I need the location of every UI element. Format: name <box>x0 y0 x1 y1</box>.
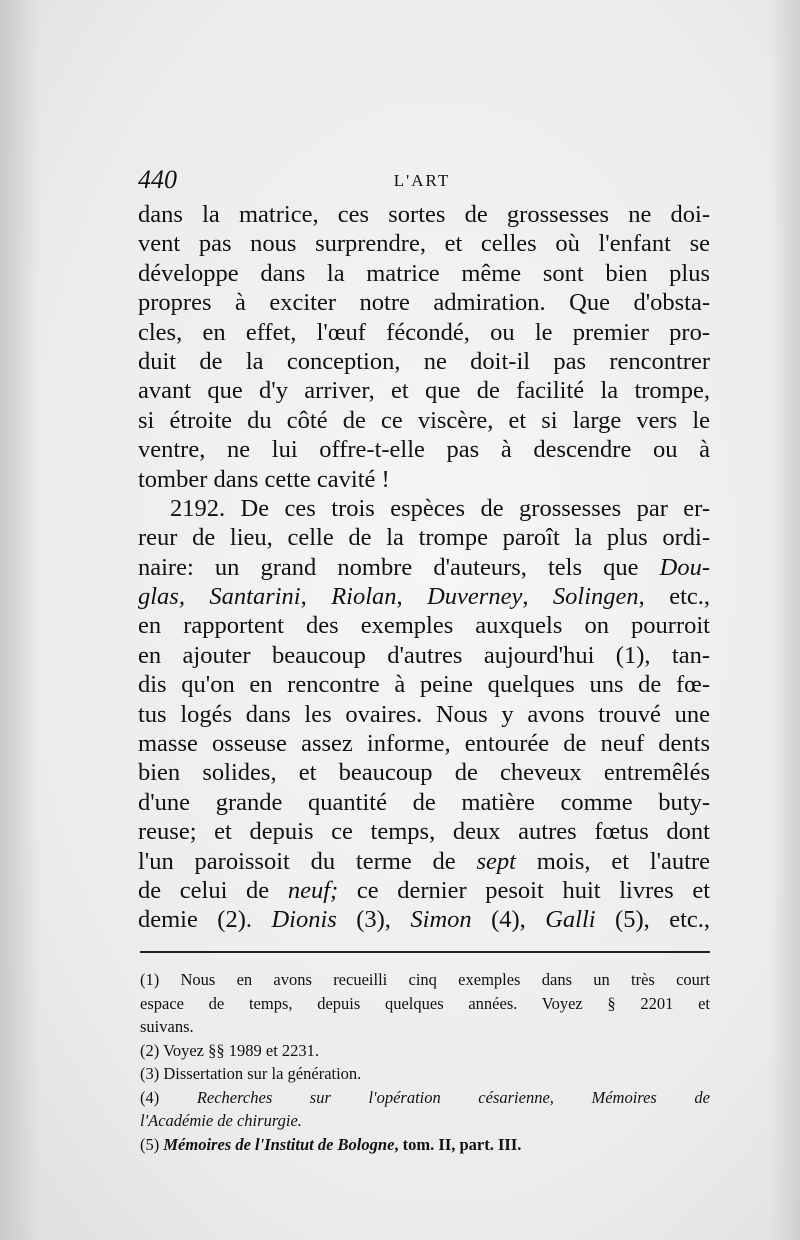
text-run: ce dernier pesoit huit livres et <box>338 876 710 904</box>
footnote-rule <box>140 951 710 953</box>
footnote-1-line-2: espace de temps, depuis quelques années. Voyez § 2201 et <box>140 993 710 1013</box>
text-line <box>138 847 710 876</box>
author-name: Simon <box>410 906 472 934</box>
paragraph-start-2192: 2192. De ces trois espèces de grossesses par er- <box>170 494 710 522</box>
text-run: (5), etc., <box>595 906 710 934</box>
text-line: tomber dans cette cavité ! <box>138 465 390 493</box>
text-run: , etc., <box>638 583 710 611</box>
text-line: avant que d'y arriver, et que de facilité la trompe, <box>138 377 710 405</box>
text-run: naire: un grand nombre d'auteurs, tels que <box>138 553 660 581</box>
page-header <box>138 165 706 195</box>
text-run: demie (2). <box>138 906 272 934</box>
footnote-citation: l'Académie de chirurgie. <box>140 1111 302 1130</box>
footnote-5 <box>140 1133 710 1157</box>
running-title: L'ART <box>393 171 451 190</box>
text-line: dans la matrice, ces sortes de grossesses ne doi- <box>138 201 710 228</box>
separator: , <box>396 583 428 611</box>
emphasis: sept <box>476 847 516 875</box>
text-line: cles, en effet, l'œuf fécondé, ou le premier pro- <box>138 318 710 346</box>
author-name: Duverney <box>427 583 523 611</box>
text-run: l'un paroissoit du terme de <box>138 847 477 875</box>
footnotes <box>140 968 710 1156</box>
text-line: en rapportent des exemples auxquels on pourroit <box>138 612 710 640</box>
footnote-citation: Mémoires de l'Institut de Bologne <box>163 1134 395 1154</box>
footnote-4-line-2 <box>140 1109 710 1133</box>
text-line <box>138 876 710 905</box>
emphasis: neuf; <box>287 876 339 904</box>
text-line: dis qu'on en rencontre à peine quelques uns de fœ- <box>138 671 710 699</box>
separator: , <box>300 583 332 611</box>
author-name: Santarini <box>209 583 301 611</box>
page-edge-shadow-right <box>770 0 800 1240</box>
separator: , <box>522 583 553 611</box>
footnote-4 <box>140 1086 710 1110</box>
footnote-tail: , tom. II, part. III. <box>394 1134 522 1154</box>
text-run: mois, et l'autre <box>515 847 710 875</box>
text-line: développe dans la matrice même sont bien plus <box>138 259 710 287</box>
footnote-marker: (4) <box>140 1087 197 1107</box>
text-run: de celui de <box>138 876 288 904</box>
footnote-1-line-3: suivans. <box>140 1017 194 1036</box>
footnote-3: (3) Dissertation sur la génération. <box>140 1064 362 1083</box>
footnote-marker: (5) <box>140 1134 164 1154</box>
text-line: vent pas nous surprendre, et celles où l'enfant se <box>138 230 710 258</box>
author-name: Solingen <box>552 583 639 611</box>
text-line: si étroite du côté de ce viscère, et si large vers le <box>138 406 710 434</box>
footnote-1: (1) Nous en avons recueilli cinq exemples dans un très court <box>140 970 710 989</box>
text-line: bien solides, et beaucoup de cheveux entremêlés <box>138 759 710 787</box>
author-name: Dou- <box>659 553 710 581</box>
page-number: 440 <box>138 165 177 194</box>
text-line: reuse; et depuis ce temps, deux autres fœtus dont <box>138 818 710 846</box>
text-line: propres à exciter notre admiration. Que d'obsta- <box>138 289 710 317</box>
text-line <box>138 553 710 582</box>
text-line: en ajouter beaucoup d'autres aujourd'hui (1), tan- <box>138 641 710 669</box>
body-text <box>138 200 710 935</box>
text-run: (4), <box>471 906 546 934</box>
author-name: Dionis <box>271 906 337 934</box>
page-edge-shadow-left <box>0 0 40 1240</box>
footnote-2: (2) Voyez §§ 1989 et 2231. <box>140 1040 320 1060</box>
author-name: glas, <box>138 583 210 611</box>
text-line: tus logés dans les ovaires. Nous y avons trouvé une <box>138 700 710 728</box>
text-run: (3), <box>336 906 411 934</box>
text-line: d'une grande quantité de matière comme buty- <box>138 788 710 816</box>
author-name: Riolan <box>331 583 397 611</box>
text-line <box>138 582 710 611</box>
text-line <box>138 905 710 934</box>
text-line: duit de la conception, ne doit-il pas rencontrer <box>138 347 710 375</box>
text-line: reur de lieu, celle de la trompe paroît la plus ordi- <box>138 524 710 552</box>
text-line: masse osseuse assez informe, entourée de neuf dents <box>138 730 710 758</box>
text-line: ventre, ne lui offre-t-elle pas à descendre ou à <box>138 436 710 464</box>
footnote-citation: Recherches sur l'opération césarienne, Mémoires de <box>196 1087 710 1107</box>
author-name: Galli <box>545 906 596 934</box>
